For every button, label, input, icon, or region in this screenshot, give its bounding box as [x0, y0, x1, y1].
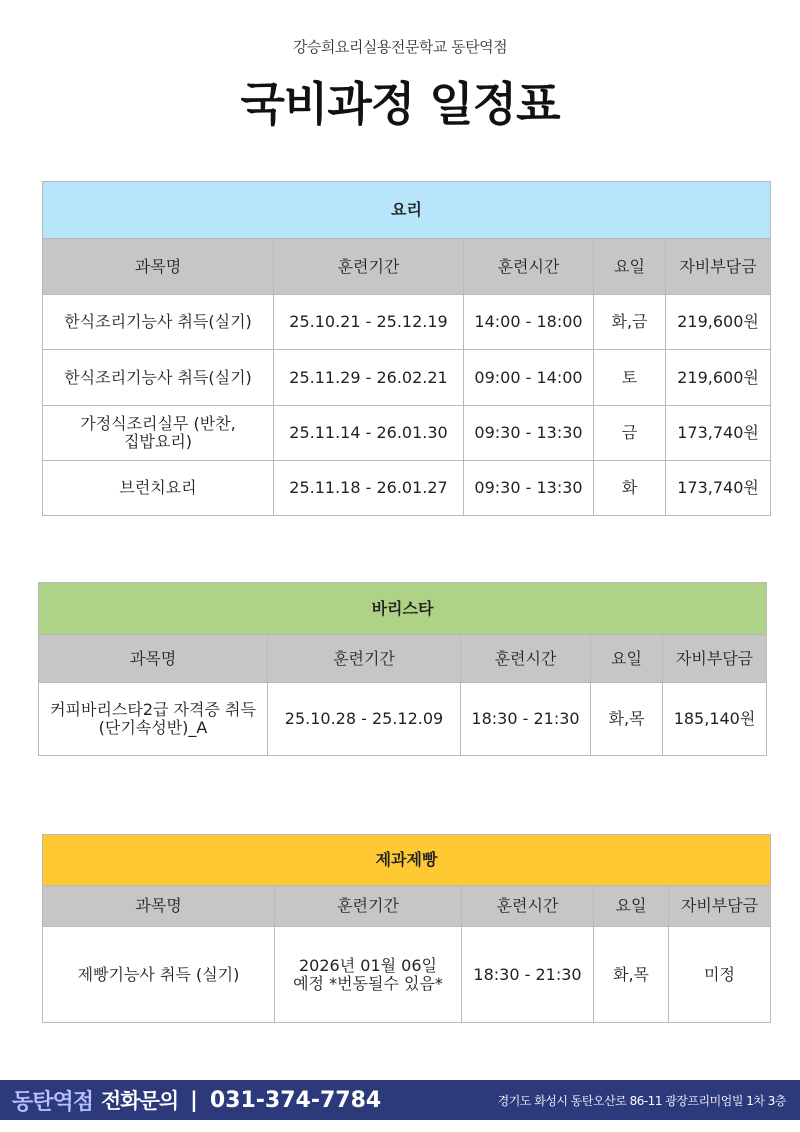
barista-schedule-table	[38, 582, 766, 756]
course-days: 화	[594, 461, 666, 516]
course-days: 토	[594, 350, 666, 406]
column-header-period: 훈련기간	[268, 635, 461, 683]
page-title: 국비과정 일정표	[240, 77, 560, 131]
course-fee: 185,140원	[663, 683, 767, 756]
course-days: 화,금	[594, 295, 666, 350]
column-header-time: 훈련시간	[464, 239, 594, 295]
course-fee: 219,600원	[666, 295, 771, 350]
page-subtitle: 강승희요리실용전문학교 동탄역점	[292, 38, 508, 56]
cooking-schedule-table	[42, 181, 770, 516]
course-time: 09:00 - 14:00	[464, 350, 594, 406]
course-period: 25.10.28 - 25.12.09	[268, 683, 461, 756]
course-time: 14:00 - 18:00	[464, 295, 594, 350]
course-period: 25.11.14 - 26.01.30	[274, 406, 464, 461]
course-name: 제빵기능사 취득 (실기)	[43, 927, 275, 1023]
footer-bar	[0, 1080, 800, 1120]
column-header-period: 훈련기간	[274, 239, 464, 295]
course-time: 09:30 - 13:30	[464, 461, 594, 516]
footer-brand: 동탄역점	[12, 1089, 94, 1115]
column-header-days: 요일	[591, 635, 663, 683]
category-header-cooking: 요리	[43, 182, 771, 239]
course-name: 커피바리스타2급 자격증 취득(단기속성반)_A	[39, 683, 268, 756]
column-header-course: 과목명	[39, 635, 268, 683]
footer-phone[interactable]: 031-374-7784	[209, 1087, 382, 1113]
column-header-period: 훈련기간	[275, 886, 462, 927]
course-period: 25.10.21 - 25.12.19	[274, 295, 464, 350]
table-row	[43, 927, 771, 1023]
course-name: 한식조리기능사 취득(실기)	[43, 295, 274, 350]
column-header-time: 훈련시간	[461, 635, 591, 683]
table-row	[43, 406, 771, 461]
course-time: 09:30 - 13:30	[464, 406, 594, 461]
course-time: 18:30 - 21:30	[462, 927, 594, 1023]
column-header-time: 훈련시간	[462, 886, 594, 927]
column-header-days: 요일	[594, 239, 666, 295]
course-days: 화,목	[594, 927, 669, 1023]
column-header-fee: 자비부담금	[666, 239, 771, 295]
course-name: 브런치요리	[43, 461, 274, 516]
column-header-days: 요일	[594, 886, 669, 927]
course-days: 금	[594, 406, 666, 461]
course-period: 2026년 01월 06일 예정 *번동될수 있음*	[275, 927, 462, 1023]
course-name: 한식조리기능사 취득(실기)	[43, 350, 274, 406]
footer-address: 경기도 화성시 동탄오산로 86-11 광장프리미엄빌 1차 3층	[497, 1093, 786, 1108]
course-period: 25.11.29 - 26.02.21	[274, 350, 464, 406]
table-row	[43, 461, 771, 516]
footer-inquiry-label: 전화문의	[101, 1089, 179, 1113]
footer-divider: |	[190, 1088, 198, 1112]
column-header-course: 과목명	[43, 886, 275, 927]
baking-schedule-table	[42, 834, 770, 1023]
column-header-fee: 자비부담금	[663, 635, 767, 683]
course-fee: 미정	[669, 927, 771, 1023]
category-header-barista: 바리스타	[39, 583, 767, 635]
course-days: 화,목	[591, 683, 663, 756]
course-fee: 219,600원	[666, 350, 771, 406]
course-fee: 173,740원	[666, 461, 771, 516]
course-fee: 173,740원	[666, 406, 771, 461]
table-row	[43, 295, 771, 350]
category-header-baking: 제과제빵	[43, 835, 771, 886]
table-row	[43, 350, 771, 406]
table-row	[39, 683, 767, 756]
column-header-course: 과목명	[43, 239, 274, 295]
column-header-fee: 자비부담금	[669, 886, 771, 927]
course-name: 가정식조리실무 (반찬,집밥요리)	[43, 406, 274, 461]
course-time: 18:30 - 21:30	[461, 683, 591, 756]
course-period: 25.11.18 - 26.01.27	[274, 461, 464, 516]
